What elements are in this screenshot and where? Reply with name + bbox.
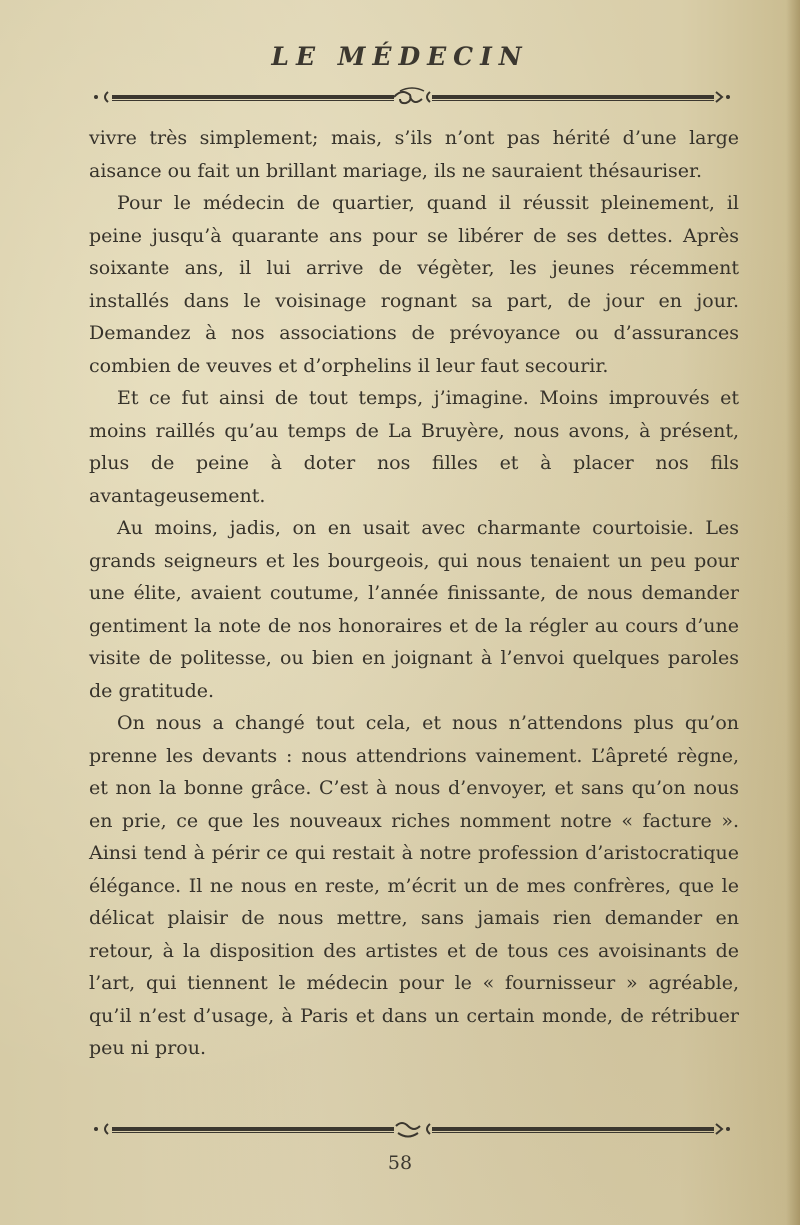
paragraph: Et ce fut ainsi de tout temps, j’imagine. Moins improuvés et moins raillés qu’au temps de La Bruyère, nous avons, à présent, plus de peine à doter nos filles et à placer nos fils avantageusement. — [89, 387, 739, 507]
paragraph: On nous a changé tout cela, et nous n’attendons plus qu’on prenne les devants : nous attendrions vainement. L’âpreté règne, et non la bonne grâce. C’est à nous d’envoyer, et sans qu’on nous en prie, ce que les nouveaux riches nomment notre « facture ». Ainsi tend à périr ce qui restait à notre profession d’aristocratique élégance. Il ne nous en reste, m’écrit un de mes confrères, que le délicat plaisir de nous mettre, sans jamais rien demander en retour, à la disposition des artistes et de tous ces avoisinants de l’art, qui tiennent le médecin pour le « fournisseur » agréable, qu’il n’est d’usage, à Paris et dans un certain monde, de rétribuer peu ni prou. — [89, 712, 739, 1059]
running-title: LE MÉDECIN — [271, 42, 529, 71]
page-number: 58 — [387, 1152, 413, 1174]
footer-ornament-rule — [92, 1118, 732, 1140]
header-ornament-rule — [92, 86, 732, 108]
page-edge-shadow — [786, 0, 800, 1225]
paragraph: Au moins, jadis, on en usait avec charmante courtoisie. Les grands seigneurs et les bourgeois, qui nous tenaient un peu pour une élite, avaient coutume, l’année finissante, de nous demander gentiment la note de nos honoraires et de la régler au cours d’une visite de politesse, ou bien en joignant à l’envoi quelques paroles de gratitude. — [89, 517, 739, 702]
body-text — [89, 122, 739, 1065]
paragraph: vivre très simplement; mais, s’ils n’ont pas hérité d’une large aisance ou fait un brillant mariage, ils ne sauraient thésauriser. — [89, 127, 739, 182]
paragraph: Pour le médecin de quartier, quand il réussit pleinement, il peine jusqu’à quarante ans pour se libérer de ses dettes. Après soixante ans, il lui arrive de végèter, les jeunes récemment installés dans le voisinage rognant sa part, de jour en jour. Demandez à nos associations de prévoyance ou d’assurances combien de veuves et d’orphelins il leur faut secourir. — [89, 192, 739, 377]
